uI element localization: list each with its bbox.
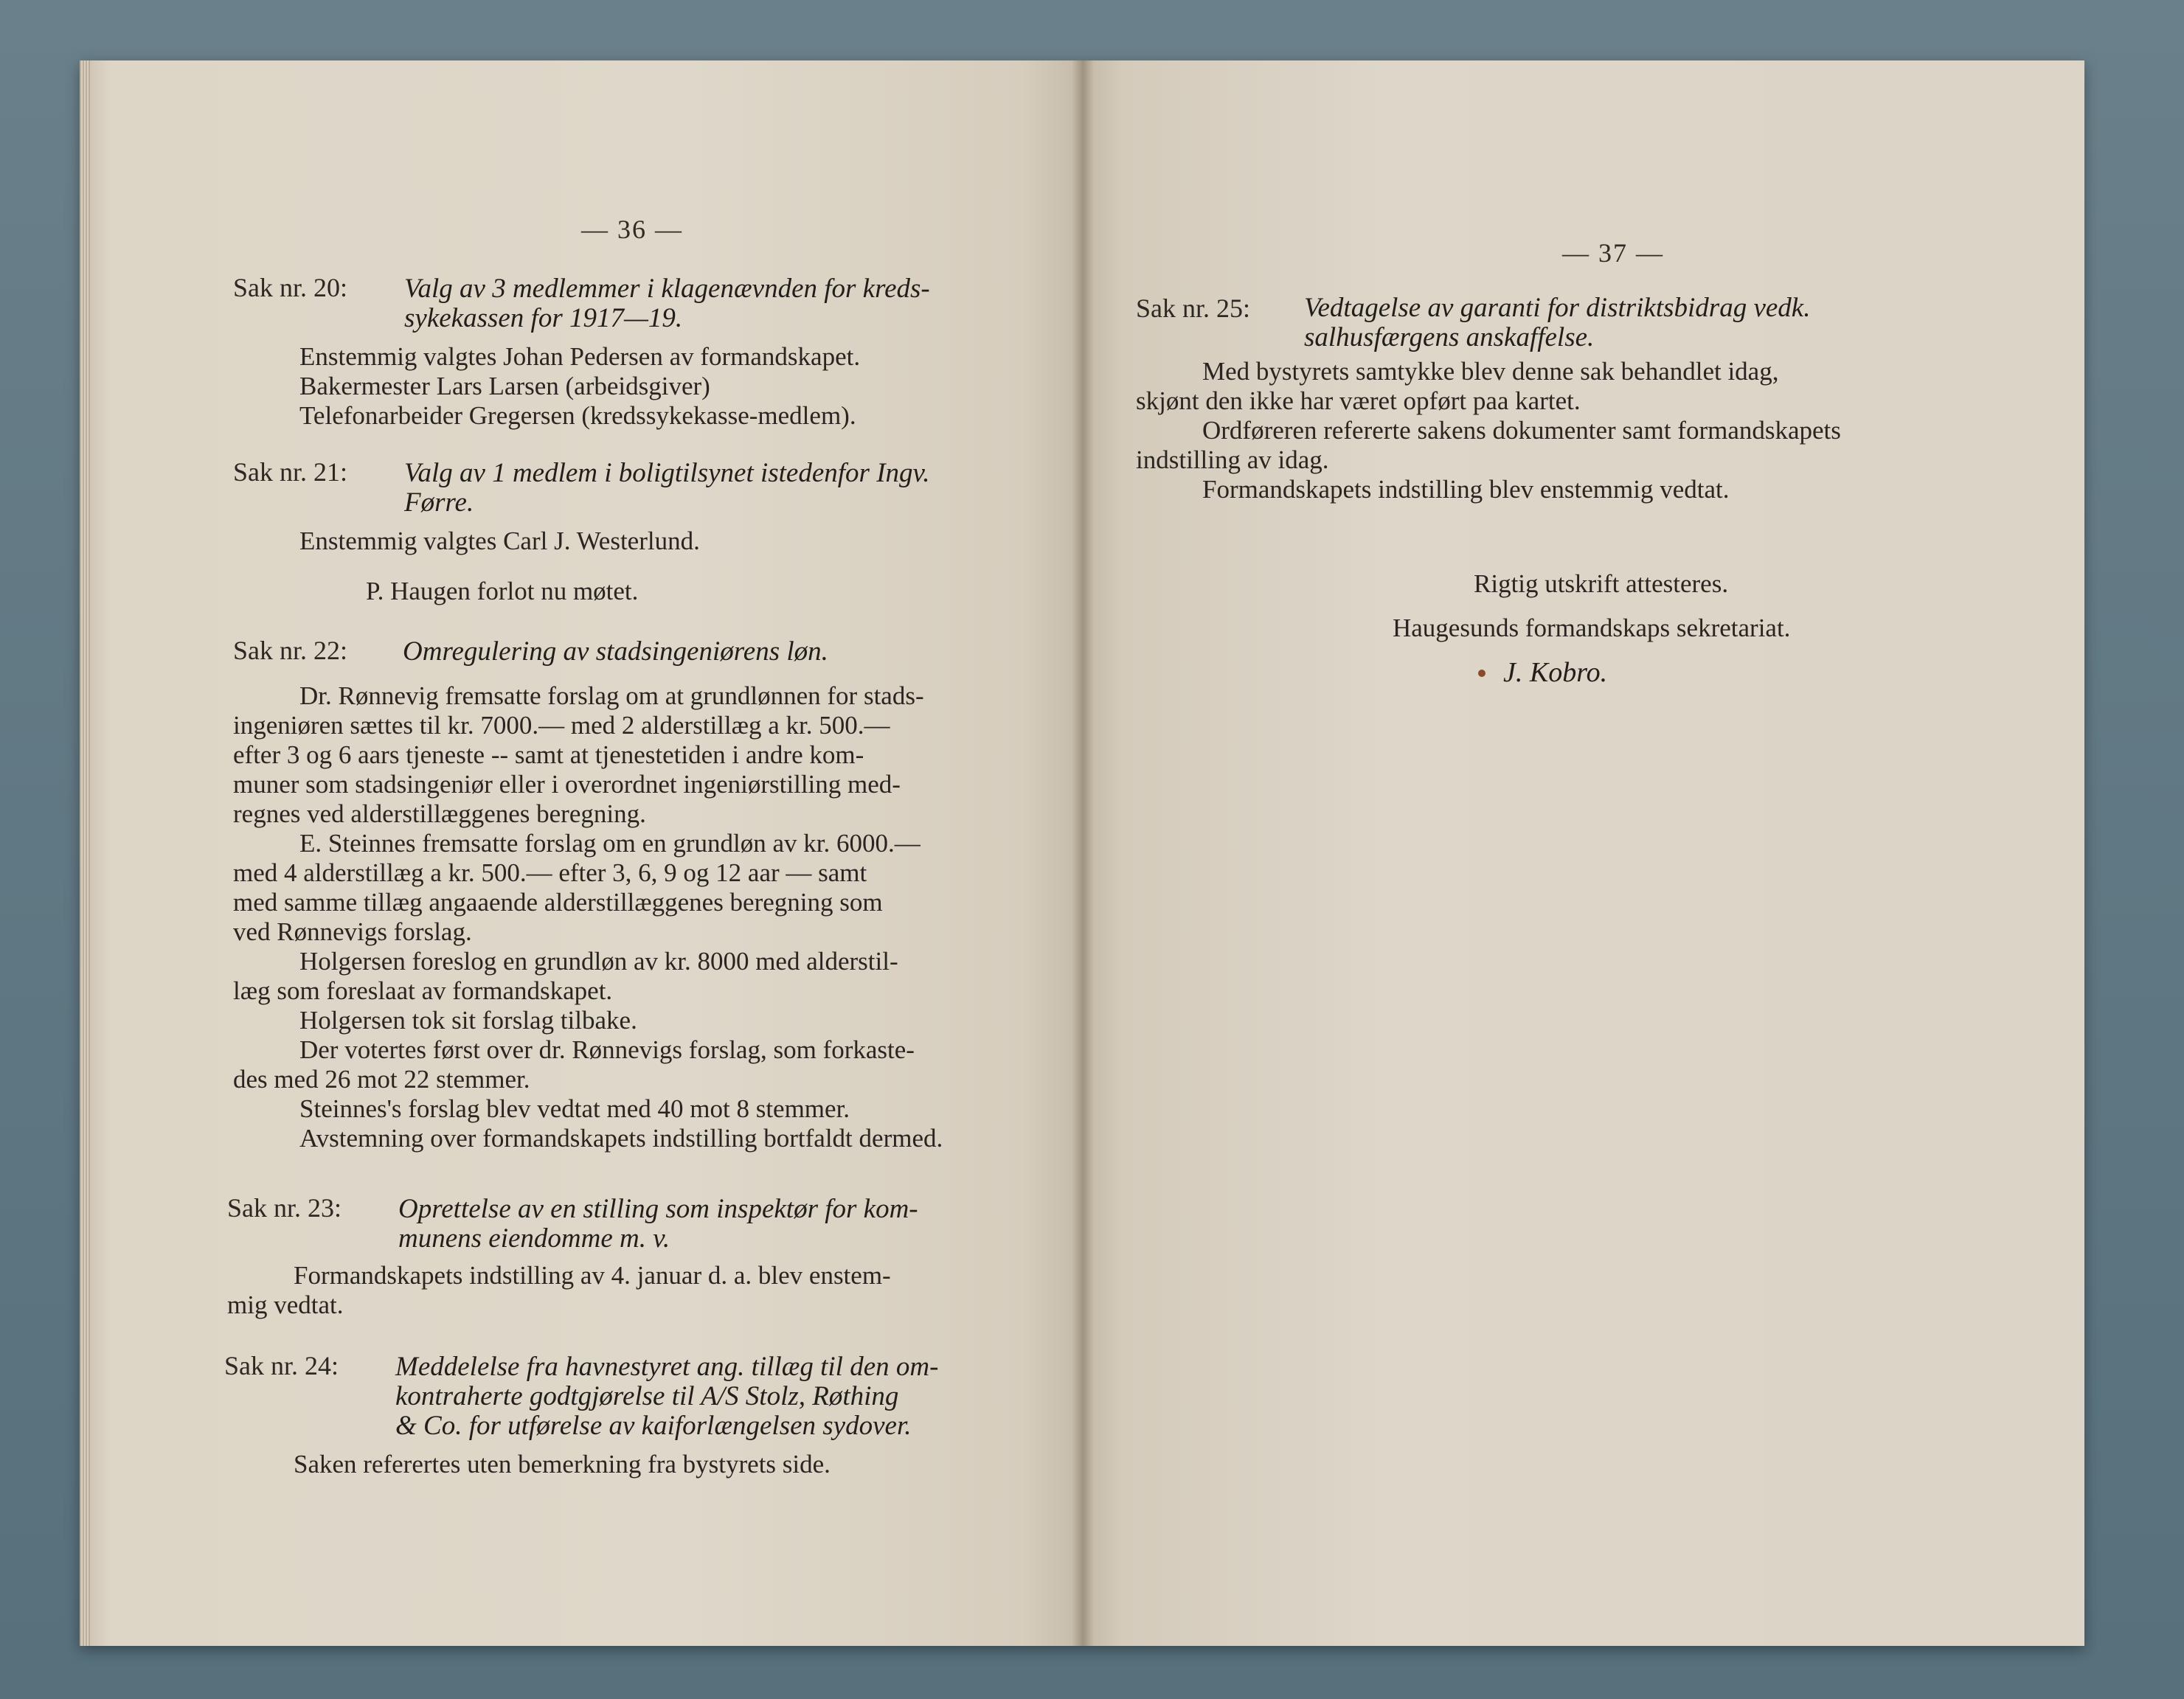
body-line: med samme tillæg angaaende alderstillæggenes beregning som: [233, 888, 883, 917]
case-label-21: Sak nr. 21:: [233, 457, 348, 487]
body-line: efter 3 og 6 aars tjeneste -- samt at tjenestetiden i andre kom-: [233, 740, 864, 769]
body-line: Avstemning over formandskapets indstilling bortfaldt dermed.: [299, 1124, 943, 1153]
case-title-line: Meddelelse fra havnestyret ang. tillæg til den om-: [395, 1352, 939, 1382]
case-title-23: [398, 1195, 918, 1254]
body-line: Enstemmig valgtes Carl J. Westerlund.: [299, 527, 700, 555]
case-title-25: [1304, 293, 1810, 352]
body-line: des med 26 mot 22 stemmer.: [233, 1065, 530, 1094]
case-title-24: [395, 1352, 938, 1441]
body-line: muner som stadsingeniør eller i overordnet ingeniørstilling med-: [233, 770, 901, 799]
body-line: Holgersen foreslog en grundløn av kr. 8000 med alderstil-: [299, 947, 898, 976]
body-line: mig vedtat.: [227, 1290, 344, 1319]
case-title-20: [404, 274, 930, 333]
body-line: Dr. Rønnevig fremsatte forslag om at grundlønnen for stads-: [299, 681, 924, 710]
right-page: [1083, 60, 2084, 1646]
case-body-23: [227, 1261, 965, 1320]
case-title-line: munens eiendomme m. v.: [398, 1223, 670, 1254]
case-body-24: [294, 1450, 831, 1479]
office-line: Haugesunds formandskaps sekretariat.: [1393, 614, 1791, 642]
case-label-23: Sak nr. 23:: [227, 1193, 342, 1223]
body-line: Holgersen tok sit forslag tilbake.: [299, 1006, 637, 1035]
case-body-25: [1136, 357, 2021, 504]
attestation-line: Rigtig utskrift attesteres.: [1474, 569, 1729, 598]
body-line: ved Rønnevigs forslag.: [233, 917, 472, 946]
case-title-line: salhusfærgens anskaffelse.: [1304, 322, 1595, 352]
left-page: [80, 60, 1083, 1646]
body-line: P. Haugen forlot nu møtet.: [366, 577, 639, 605]
page-number-left: — 36 —: [581, 215, 683, 244]
ink-dot: [1478, 670, 1486, 677]
body-line: med 4 alderstillæg a kr. 500.— efter 3, 6, 9 og 12 aar — samt: [233, 858, 867, 887]
book-gutter: [1072, 60, 1094, 1646]
case-title-line: Førre.: [404, 487, 474, 518]
case-title-22: [403, 637, 828, 667]
case-body-21: [299, 527, 700, 556]
signature: J. Kobro.: [1503, 657, 1608, 688]
body-line: Ordføreren refererte sakens dokumenter samt formandskapets: [1202, 416, 1841, 445]
page-edge: [80, 60, 90, 1646]
body-line: regnes ved alderstillæggenes beregning.: [233, 799, 646, 828]
body-line: E. Steinnes fremsatte forslag om en grundløn av kr. 6000.—: [299, 829, 921, 858]
case-title-line: Omregulering av stadsingeniørens løn.: [403, 636, 828, 667]
body-line: Bakermester Lars Larsen (arbeidsgiver): [299, 372, 710, 400]
body-line: skjønt den ikke har været opført paa kartet.: [1136, 386, 1581, 415]
body-line: Telefonarbeider Gregersen (kredssykekasse-medlem).: [299, 401, 856, 430]
case-title-line: & Co. for utførelse av kaiforlængelsen sydover.: [395, 1411, 912, 1441]
case-title-line: Vedtagelse av garanti for distriktsbidrag vedk.: [1304, 293, 1811, 323]
body-line: Saken referertes uten bemerkning fra bystyrets side.: [294, 1450, 831, 1479]
body-line: Med bystyrets samtykke blev denne sak behandlet idag,: [1202, 357, 1779, 386]
case-body-22: [233, 681, 971, 1153]
body-line: indstilling av idag.: [1136, 445, 1329, 474]
case-title-line: Oprettelse av en stilling som inspektør for kom-: [398, 1194, 918, 1224]
case-label-24: Sak nr. 24:: [224, 1351, 339, 1380]
body-line: læg som foreslaat av formandskapet.: [233, 976, 613, 1005]
body-line: Formandskapets indstilling blev enstemmig vedtat.: [1202, 475, 1730, 504]
case-body-20: [299, 342, 860, 431]
case-title-line: Valg av 1 medlem i boligtilsynet istedenfor Ingv.: [404, 458, 930, 488]
case-label-25: Sak nr. 25:: [1136, 293, 1251, 323]
case-label-22: Sak nr. 22:: [233, 636, 348, 665]
note-haugen: [366, 577, 638, 606]
case-label-20: Sak nr. 20:: [233, 273, 348, 302]
case-title-line: kontraherte godtgjørelse til A/S Stolz, Røthing: [395, 1381, 899, 1411]
body-line: ingeniøren sættes til kr. 7000.— med 2 alderstillæg a kr. 500.—: [233, 711, 890, 740]
case-title-line: sykekassen for 1917—19.: [404, 303, 683, 333]
body-line: Formandskapets indstilling av 4. januar d. a. blev enstem-: [294, 1261, 891, 1290]
case-title-line: Valg av 3 medlemmer i klagenævnden for kreds-: [404, 274, 930, 304]
body-line: Steinnes's forslag blev vedtat med 40 mot 8 stemmer.: [299, 1094, 850, 1123]
case-title-21: [404, 459, 929, 518]
body-line: Enstemmig valgtes Johan Pedersen av formandskapet.: [299, 342, 861, 371]
open-book: [80, 60, 2084, 1646]
body-line: Der votertes først over dr. Rønnevigs forslag, som forkaste-: [299, 1035, 915, 1064]
page-number-right: — 37 —: [1562, 238, 1664, 268]
